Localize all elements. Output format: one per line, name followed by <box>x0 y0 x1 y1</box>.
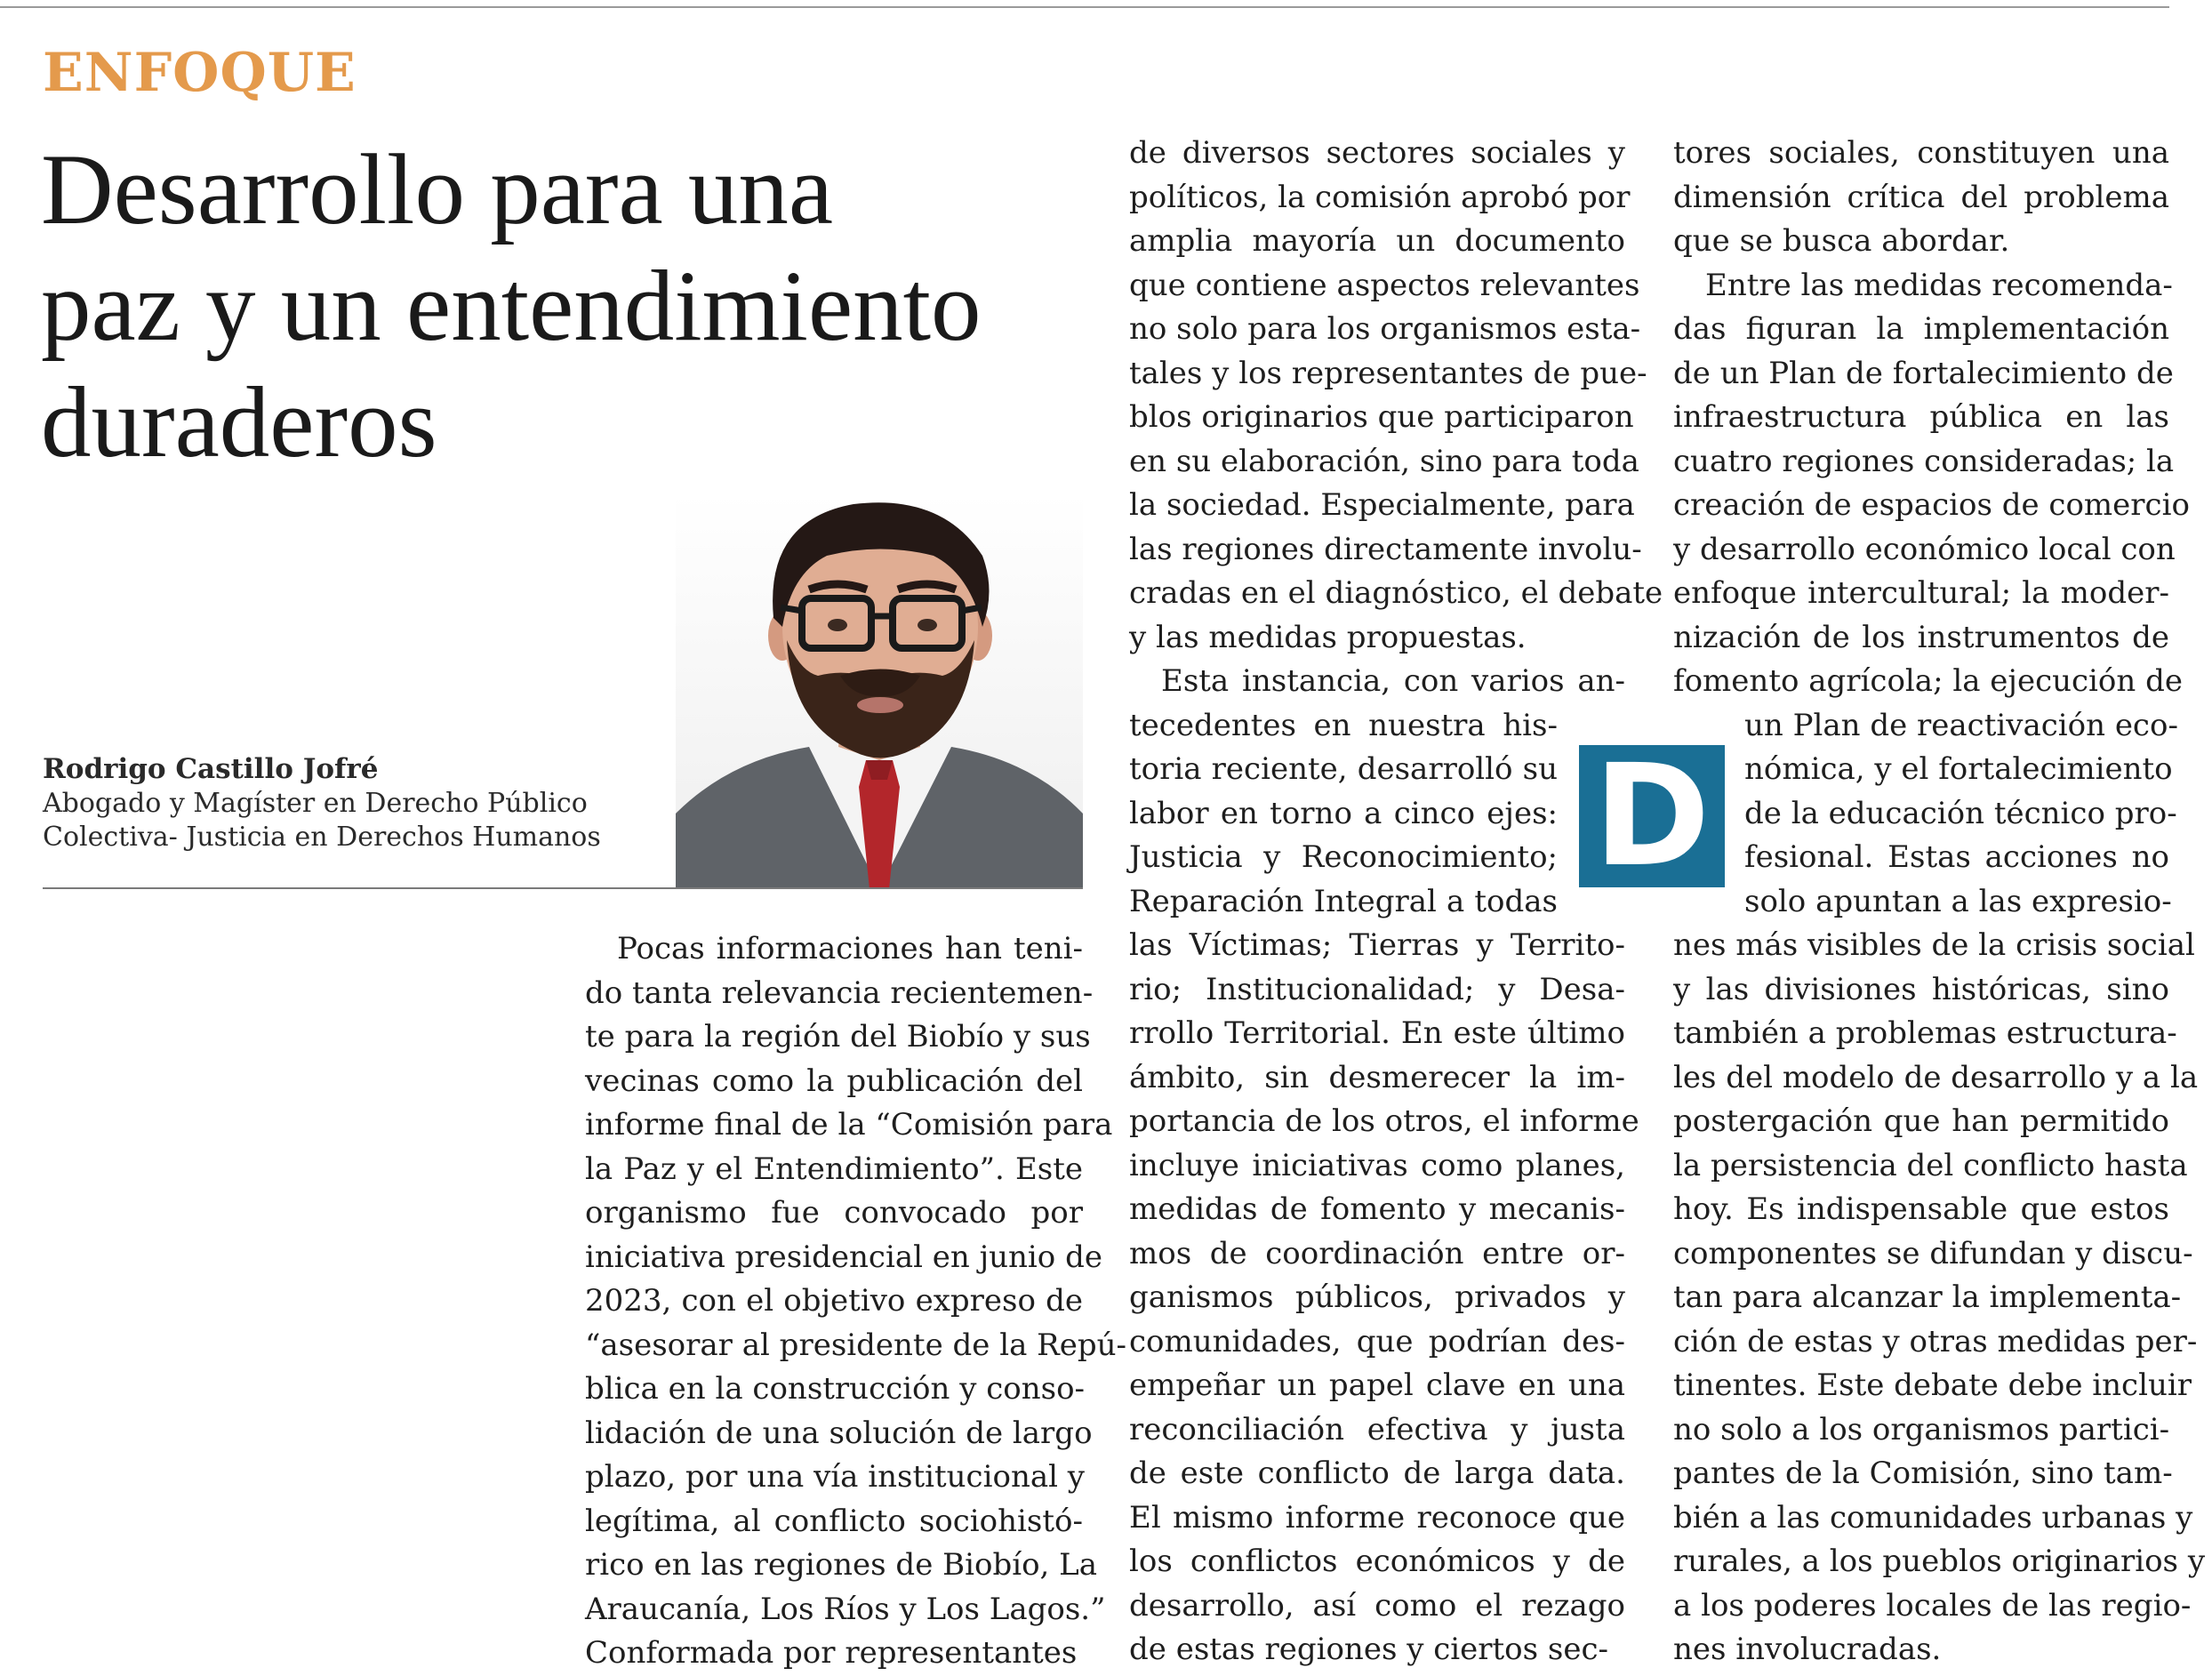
article-column-1 <box>585 927 1127 1676</box>
text-line: no solo para los organismos esta- <box>1129 311 1641 347</box>
text-line: de un Plan de fortalecimiento de <box>1673 355 2174 391</box>
text-line: de la educación técnico pro- <box>1744 795 2177 831</box>
byline-divider <box>43 887 1083 889</box>
author-photo <box>676 493 1083 889</box>
text-line: las Víctimas; Tierras y Territo- <box>1129 927 1625 963</box>
text-line: Reparación Integral a todas <box>1129 883 1558 919</box>
text-line: 2023, con el objetivo expreso de <box>585 1283 1083 1319</box>
text-line: que se busca abordar. <box>1673 223 2010 259</box>
text-line: vecinas como la publicación del <box>585 1063 1083 1099</box>
text-line: ganismos públicos, privados y <box>1129 1279 1625 1315</box>
text-line: tinentes. Este debate debe incluir <box>1673 1367 2192 1403</box>
text-line: de estas regiones y ciertos sec- <box>1129 1632 1609 1667</box>
text-line: legítima, al conflicto sociohistó- <box>585 1503 1083 1539</box>
text-line: nes más visibles de la crisis social <box>1673 927 2195 963</box>
text-line: no solo a los organismos partici- <box>1673 1411 2170 1447</box>
text-line: labor en torno a cinco ejes: <box>1129 795 1558 831</box>
text-line: plazo, por una vía institucional y <box>585 1459 1085 1495</box>
text-line: toria reciente, desarrolló su <box>1129 751 1558 787</box>
text-line: blica en la construcción y conso- <box>585 1371 1086 1407</box>
text-line: hoy. Es indispensable que estos <box>1673 1191 2169 1227</box>
text-line: te para la región del Biobío y sus <box>585 1019 1091 1055</box>
text-line: “asesorar al presidente de la Repú- <box>585 1327 1127 1363</box>
text-line: y desarrollo económico local con <box>1673 531 2176 567</box>
headline <box>41 132 1090 481</box>
text-line: blos originarios que participaron <box>1129 399 1634 435</box>
text-line: la Paz y el Entendimiento”. Este <box>585 1151 1083 1187</box>
text-line: fesional. Estas acciones no <box>1744 839 2169 875</box>
headline-line: duraderos <box>41 367 437 478</box>
text-line: El mismo informe reconoce que <box>1129 1499 1625 1536</box>
text-line: organismo fue convocado por <box>585 1195 1083 1231</box>
author-portrait-image <box>676 493 1083 889</box>
text-line: tecedentes en nuestra his- <box>1129 707 1558 743</box>
text-line: cuatro regiones consideradas; la <box>1673 443 2175 479</box>
text-line: también a problemas estructura- <box>1673 1015 2177 1051</box>
text-line: nómica, y el fortalecimiento <box>1744 751 2173 787</box>
text-line: a los poderes locales de las regio- <box>1673 1587 2192 1624</box>
author-byline <box>43 751 665 854</box>
text-line: que contiene aspectos relevantes <box>1129 267 1640 303</box>
text-line: nes involucradas. <box>1673 1632 1942 1667</box>
text-line: dimensión crítica del problema <box>1673 179 2169 215</box>
text-line: y las medidas propuestas. <box>1129 619 1527 655</box>
text-line: tan para alcanzar la implementa- <box>1673 1279 2182 1315</box>
text-line: portancia de los otros, el informe <box>1129 1103 1639 1139</box>
text-line: medidas de fomento y mecanis- <box>1129 1191 1625 1227</box>
text-line: Entre las medidas recomenda- <box>1705 267 2173 303</box>
text-line: y las divisiones históricas, sino <box>1673 971 2169 1007</box>
text-line: empeñar un papel clave en una <box>1129 1367 1625 1403</box>
text-line: la sociedad. Especialmente, para <box>1129 487 1635 523</box>
drop-cap: D <box>1579 745 1725 887</box>
text-line: lidación de una solución de largo <box>585 1415 1093 1451</box>
author-role-line: Abogado y Magíster en Derecho Público <box>43 788 588 819</box>
text-line: tores sociales, constituyen una <box>1673 135 2169 171</box>
text-line: Pocas informaciones han teni- <box>617 931 1083 966</box>
text-line: Conformada por representantes <box>585 1635 1078 1671</box>
text-line: bién a las comunidades urbanas y <box>1673 1499 2193 1536</box>
text-line: rio; Institucionalidad; y Desa- <box>1129 971 1625 1007</box>
text-line: componentes se difundan y discu- <box>1673 1235 2193 1271</box>
text-line: pantes de la Comisión, sino tam- <box>1673 1455 2173 1491</box>
text-line: incluye iniciativas como planes, <box>1129 1147 1625 1183</box>
text-line: de este conflicto de larga data. <box>1129 1455 1625 1491</box>
top-rule <box>0 6 2169 8</box>
text-line: amplia mayoría un documento <box>1129 223 1625 259</box>
text-line: ámbito, sin desmerecer la im- <box>1129 1059 1625 1095</box>
text-line: un Plan de reactivación eco- <box>1744 707 2178 743</box>
text-line: cradas en el diagnóstico, el debate <box>1129 575 1663 611</box>
text-line: infraestructura pública en las <box>1673 399 2169 435</box>
text-line: fomento agrícola; la ejecución de <box>1673 663 2183 699</box>
text-line: nización de los instrumentos de <box>1673 619 2169 655</box>
text-line: rrollo Territorial. En este último <box>1129 1015 1625 1051</box>
text-line: desarrollo, así como el rezago <box>1129 1587 1625 1624</box>
text-line: las regiones directamente involu- <box>1129 531 1642 567</box>
author-role-line: Colectiva- Justicia en Derechos Humanos <box>43 822 601 853</box>
text-line: informe final de la “Comisión para <box>585 1107 1113 1143</box>
text-line: iniciativa presidencial en junio de <box>585 1239 1102 1275</box>
article-column-3 <box>1673 132 2206 1672</box>
article-column-2 <box>1129 132 1663 1672</box>
author-name: Rodrigo Castillo Jofré <box>43 753 379 785</box>
text-line: tales y los representantes de pue- <box>1129 355 1647 391</box>
headline-line: paz y un entendimiento <box>41 251 982 362</box>
text-line: ción de estas y otras medidas per- <box>1673 1323 2198 1359</box>
text-line: postergación que han permitido <box>1673 1103 2169 1139</box>
text-line: políticos, la comisión aprobó por <box>1129 179 1631 215</box>
text-line: Justicia y Reconocimiento; <box>1129 839 1558 875</box>
section-label: ENFOQUE <box>43 42 357 104</box>
text-line: das figuran la implementación <box>1673 311 2169 347</box>
text-line: les del modelo de desarrollo y a la <box>1673 1059 2199 1095</box>
text-line: mos de coordinación entre or- <box>1129 1235 1625 1271</box>
text-line: rurales, a los pueblos originarios y <box>1673 1544 2206 1579</box>
text-line: la persistencia del conflicto hasta <box>1673 1147 2188 1183</box>
text-line: creación de espacios de comercio <box>1673 487 2190 523</box>
text-line: do tanta relevancia recientemen- <box>585 974 1094 1011</box>
headline-line: Desarrollo para una <box>41 134 834 245</box>
text-line: comunidades, que podrían des- <box>1129 1323 1625 1359</box>
text-line: Araucanía, Los Ríos y Los Lagos.” <box>585 1591 1106 1627</box>
text-line: en su elaboración, sino para toda <box>1129 443 1639 479</box>
text-line: Esta instancia, con varios an- <box>1161 663 1625 699</box>
text-line: los conflictos económicos y de <box>1129 1544 1625 1579</box>
text-line: enfoque intercultural; la moder- <box>1673 575 2169 611</box>
text-line: reconciliación efectiva y justa <box>1129 1411 1625 1447</box>
text-line: solo apuntan a las expresio- <box>1744 883 2172 919</box>
text-line: rico en las regiones de Biobío, La <box>585 1547 1098 1583</box>
text-line: de diversos sectores sociales y <box>1129 135 1625 171</box>
